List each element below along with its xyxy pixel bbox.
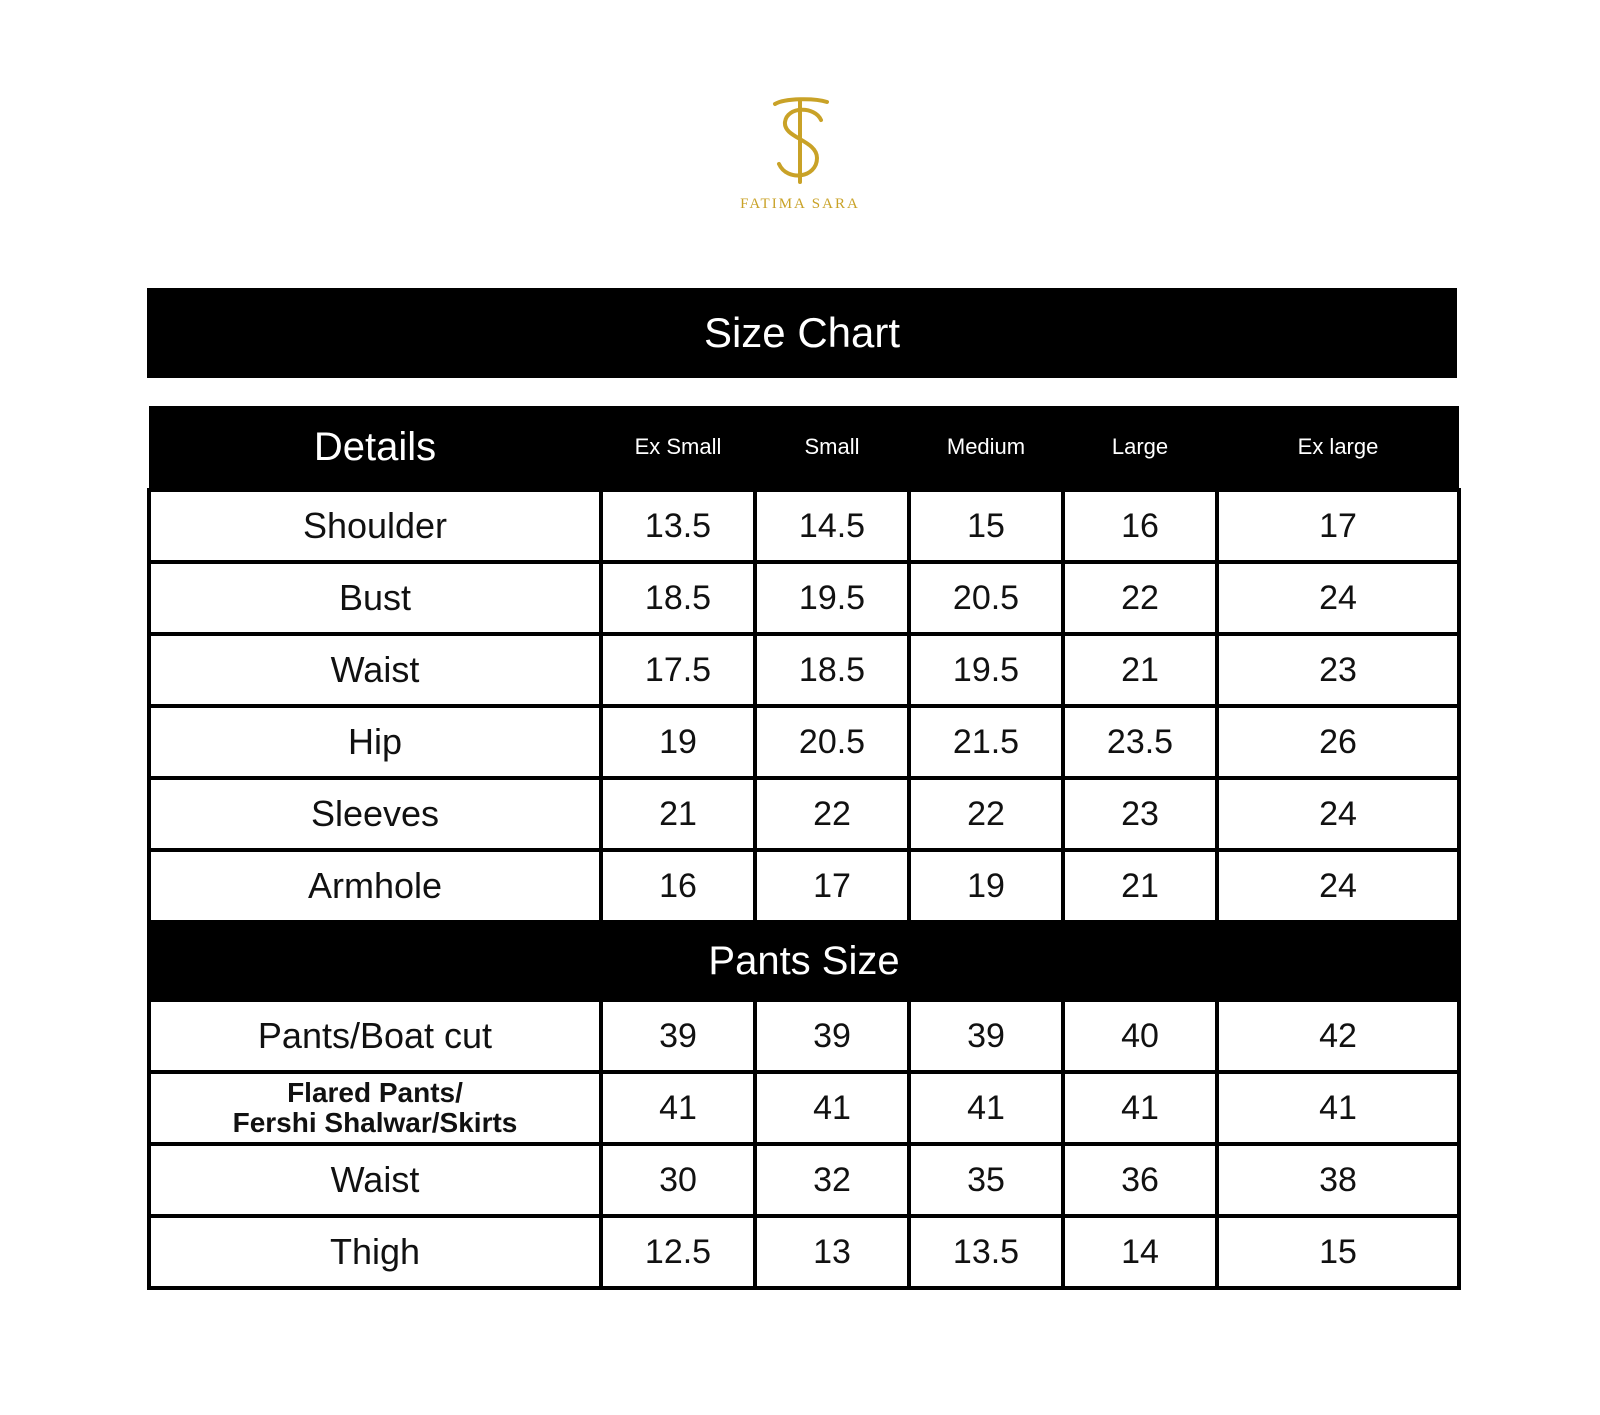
row-label-line: Fershi Shalwar/Skirts [232,1107,518,1138]
table-cell: 36 [1063,1144,1217,1216]
table-cell: 21.5 [909,706,1063,778]
row-label: Thigh [149,1216,601,1288]
table-cell: 15 [909,490,1063,562]
table-cell: 41 [755,1072,909,1144]
fatima-sara-monogram-icon [765,92,835,192]
table-cell: 21 [1063,850,1217,922]
table-cell: 16 [1063,490,1217,562]
row-label: Sleeves [149,778,601,850]
brand-logo [0,92,1600,213]
table-cell: 41 [909,1072,1063,1144]
row-label: Shoulder [149,490,601,562]
table-cell: 18.5 [601,562,755,634]
table-cell: 24 [1217,562,1459,634]
table-cell: 14.5 [755,490,909,562]
row-label: Hip [149,706,601,778]
header-size: Ex large [1217,406,1459,490]
table-cell: 22 [909,778,1063,850]
table-cell: 19 [909,850,1063,922]
table-cell: 35 [909,1144,1063,1216]
table-cell: 18.5 [755,634,909,706]
table-cell: 39 [755,1000,909,1072]
table-cell: 41 [1063,1072,1217,1144]
header-row [149,406,1459,490]
table-row [149,1000,1459,1072]
table-cell: 22 [1063,562,1217,634]
table-row [149,1216,1459,1288]
table-cell: 30 [601,1144,755,1216]
row-label: Pants/Boat cut [149,1000,601,1072]
table-row [149,634,1459,706]
table-cell: 13.5 [909,1216,1063,1288]
table-cell: 20.5 [909,562,1063,634]
table-cell: 39 [601,1000,755,1072]
size-chart [147,288,1457,1290]
table-cell: 21 [601,778,755,850]
row-label: Waist [149,634,601,706]
row-label: Bust [149,562,601,634]
table-cell: 38 [1217,1144,1459,1216]
table-cell: 24 [1217,850,1459,922]
table-cell: 23 [1063,778,1217,850]
pants-section-title: Pants Size [149,922,1459,1000]
row-label [149,1072,601,1144]
table-cell: 26 [1217,706,1459,778]
table-cell: 19.5 [909,634,1063,706]
table-cell: 19.5 [755,562,909,634]
table-cell: 24 [1217,778,1459,850]
header-details: Details [149,406,601,490]
table-row [149,562,1459,634]
table-cell: 12.5 [601,1216,755,1288]
table-cell: 39 [909,1000,1063,1072]
table-row [149,490,1459,562]
table-cell: 23 [1217,634,1459,706]
table-row [149,850,1459,922]
table-row [149,706,1459,778]
table-cell: 41 [601,1072,755,1144]
table-cell: 16 [601,850,755,922]
table-row [149,1144,1459,1216]
header-size: Ex Small [601,406,755,490]
table-cell: 23.5 [1063,706,1217,778]
pants-section-row [149,922,1459,1000]
row-label: Armhole [149,850,601,922]
table-cell: 13.5 [601,490,755,562]
header-size: Medium [909,406,1063,490]
table-cell: 21 [1063,634,1217,706]
table-cell: 13 [755,1216,909,1288]
table-cell: 14 [1063,1216,1217,1288]
table-cell: 42 [1217,1000,1459,1072]
table-cell: 22 [755,778,909,850]
table-cell: 17 [755,850,909,922]
table-cell: 41 [1217,1072,1459,1144]
table-row [149,778,1459,850]
table-row [149,1072,1459,1144]
table-cell: 17 [1217,490,1459,562]
size-table [147,406,1461,1290]
table-cell: 32 [755,1144,909,1216]
table-cell: 20.5 [755,706,909,778]
header-size: Small [755,406,909,490]
brand-name: FATIMA SARA [740,196,860,212]
header-size: Large [1063,406,1217,490]
table-cell: 40 [1063,1000,1217,1072]
row-label-line: Flared Pants/ [287,1077,463,1108]
chart-title: Size Chart [147,288,1457,378]
table-cell: 17.5 [601,634,755,706]
table-cell: 15 [1217,1216,1459,1288]
row-label: Waist [149,1144,601,1216]
table-cell: 19 [601,706,755,778]
